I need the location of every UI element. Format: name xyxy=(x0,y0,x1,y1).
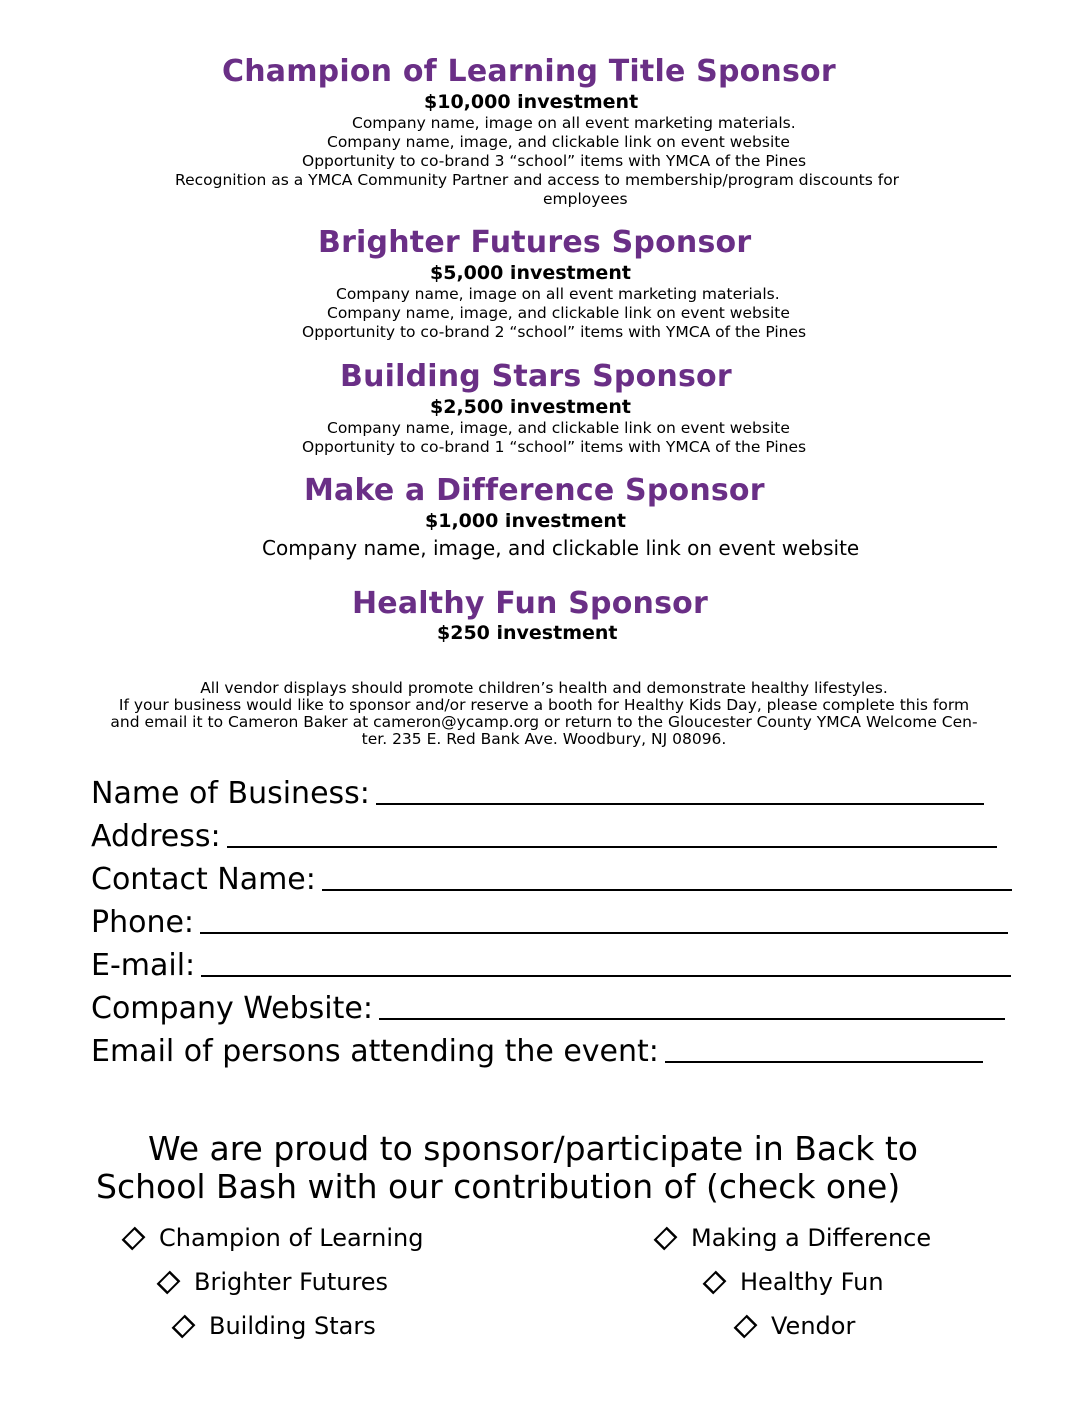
phone-label: Phone: xyxy=(91,905,195,940)
benefit-line: Opportunity to co-brand 3 “school” items with YMCA of the Pines xyxy=(302,152,807,170)
email-input-line[interactable] xyxy=(201,975,1011,977)
diamond-checkbox-icon[interactable] xyxy=(122,1226,146,1250)
option-label: Making a Difference xyxy=(691,1224,932,1252)
note-line: ter. 235 E. Red Bank Ave. Woodbury, NJ 08096. xyxy=(361,730,727,748)
benefit-line: Opportunity to co-brand 1 “school” items with YMCA of the Pines xyxy=(302,438,807,456)
benefit-line: Company name, image, and clickable link on event website xyxy=(327,133,790,151)
tier-investment-building-stars: $2,500 investment xyxy=(430,396,631,418)
tier-title-champion: Champion of Learning Title Sponsor xyxy=(222,54,836,89)
contact-name-input-line[interactable] xyxy=(322,889,1012,891)
option-champion-of-learning[interactable] xyxy=(126,1224,423,1252)
tier-investment-healthy-fun: $250 investment xyxy=(437,622,618,644)
option-label: Vendor xyxy=(771,1312,856,1340)
tier-investment-brighter-futures: $5,000 investment xyxy=(430,262,631,284)
benefit-line: Company name, image, and clickable link on event website xyxy=(327,304,790,322)
benefit-line: employees xyxy=(543,190,628,208)
tier-title-make-a-difference: Make a Difference Sponsor xyxy=(304,473,765,508)
vendor-note xyxy=(20,680,1068,748)
benefit-line: Company name, image on all event marketing materials. xyxy=(352,114,796,132)
company-website-label: Company Website: xyxy=(91,991,373,1026)
address-label: Address: xyxy=(91,819,221,854)
tier-title-brighter-futures: Brighter Futures Sponsor xyxy=(318,225,752,260)
contact-name-label: Contact Name: xyxy=(91,862,316,897)
option-brighter-futures[interactable] xyxy=(161,1268,388,1296)
pledge-line-1: We are proud to sponsor/participate in Back to xyxy=(148,1129,918,1168)
attendee-emails-input-line[interactable] xyxy=(665,1061,983,1063)
diamond-checkbox-icon[interactable] xyxy=(157,1270,181,1294)
benefit-line: Company name, image on all event marketing materials. xyxy=(336,285,780,303)
attendee-emails-label: Email of persons attending the event: xyxy=(91,1034,659,1069)
tier-title-building-stars: Building Stars Sponsor xyxy=(340,359,732,394)
diamond-checkbox-icon[interactable] xyxy=(703,1270,727,1294)
company-website-field[interactable] xyxy=(91,986,1005,1026)
address-input-line[interactable] xyxy=(227,846,997,848)
business-name-field[interactable] xyxy=(91,771,984,811)
option-label: Healthy Fun xyxy=(740,1268,884,1296)
note-line: and email it to Cameron Baker at cameron@ycamp.org or return to the Gloucester County YMCA Welcome Cen- xyxy=(110,713,978,731)
benefit-line: Company name, image, and clickable link on event website xyxy=(262,536,860,560)
benefit-line: Opportunity to co-brand 2 “school” items with YMCA of the Pines xyxy=(302,323,807,341)
option-label: Building Stars xyxy=(209,1312,376,1340)
tier-investment-make-a-difference: $1,000 investment xyxy=(425,510,626,532)
phone-field[interactable] xyxy=(91,900,1008,940)
contact-name-field[interactable] xyxy=(91,857,1012,897)
option-vendor[interactable] xyxy=(738,1312,855,1340)
option-label: Brighter Futures xyxy=(194,1268,389,1296)
diamond-checkbox-icon[interactable] xyxy=(734,1314,758,1338)
diamond-checkbox-icon[interactable] xyxy=(172,1314,196,1338)
pledge-line-2: School Bash with our contribution of (check one) xyxy=(96,1167,901,1206)
company-website-input-line[interactable] xyxy=(379,1018,1005,1020)
email-field[interactable] xyxy=(91,943,1011,983)
tier-title-healthy-fun: Healthy Fun Sponsor xyxy=(352,586,708,621)
note-line: If your business would like to sponsor and/or reserve a booth for Healthy Kids Day, please complete this form xyxy=(118,696,970,714)
note-line: All vendor displays should promote children’s health and demonstrate healthy lifestyles. xyxy=(200,679,888,697)
diamond-checkbox-icon[interactable] xyxy=(654,1226,678,1250)
benefit-line: Company name, image, and clickable link on event website xyxy=(327,419,790,437)
option-building-stars[interactable] xyxy=(176,1312,376,1340)
option-making-a-difference[interactable] xyxy=(658,1224,931,1252)
option-healthy-fun[interactable] xyxy=(707,1268,884,1296)
business-name-label: Name of Business: xyxy=(91,776,370,811)
phone-input-line[interactable] xyxy=(200,932,1008,934)
benefit-line: Recognition as a YMCA Community Partner and access to membership/program discounts for xyxy=(175,171,900,189)
email-label: E-mail: xyxy=(91,948,196,983)
attendee-emails-field[interactable] xyxy=(91,1029,983,1069)
option-label: Champion of Learning xyxy=(159,1224,424,1252)
address-field[interactable] xyxy=(91,814,997,854)
tier-investment-champion: $10,000 investment xyxy=(424,91,639,113)
business-name-input-line[interactable] xyxy=(376,803,984,805)
